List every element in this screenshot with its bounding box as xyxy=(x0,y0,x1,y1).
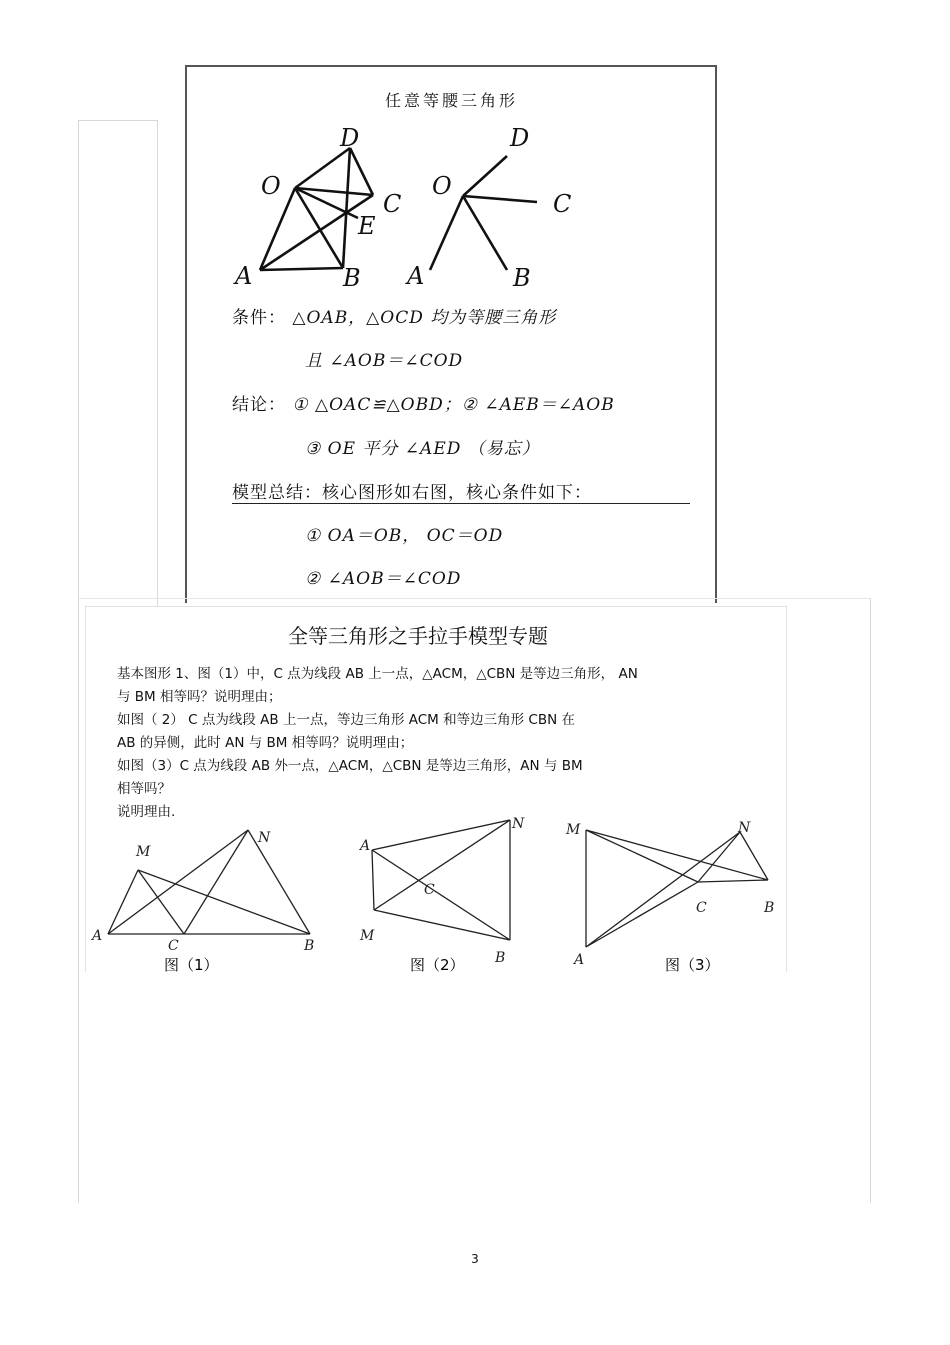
condition-label: 条件： xyxy=(232,308,286,328)
seg-bd xyxy=(343,148,350,268)
problem-line-7: 说明理由. xyxy=(117,804,176,820)
figure-3 xyxy=(560,812,785,977)
fig1-label-b: B xyxy=(304,938,315,954)
page-number: 3 xyxy=(471,1252,479,1266)
top-figures xyxy=(225,120,645,295)
seg-ab xyxy=(260,268,343,270)
problem-line-5: 如图（3）C 点为线段 AB 外一点，△ACM，△CBN 是等边三角形，AN 与 BM xyxy=(117,758,583,774)
fig1-label-a: A xyxy=(92,928,103,944)
condition-line-2: 且 ∠AOB＝∠COD xyxy=(305,351,464,371)
label-a: A xyxy=(235,262,253,290)
fig3-label-n: N xyxy=(738,820,751,836)
problem-line-2: 与 BM 相等吗？说明理由； xyxy=(117,689,282,705)
label-d: D xyxy=(340,124,360,152)
conclusion-label: 结论： xyxy=(232,395,286,415)
condition-line-1 xyxy=(232,303,556,328)
fig2-label-a: A xyxy=(360,838,371,854)
fig1-label-c: C xyxy=(168,938,179,954)
fig2-caption: 图（2） xyxy=(410,956,465,974)
fig1-caption: 图（1） xyxy=(164,956,219,974)
fig3-caption: 图（3） xyxy=(665,956,720,974)
fig3-label-b: B xyxy=(764,900,775,916)
seg-od xyxy=(295,148,350,188)
condition-text: △OAB，△OCD 均为等腰三角形 xyxy=(292,308,557,328)
label-o: O xyxy=(261,172,281,200)
fig3-label-c: C xyxy=(696,900,707,916)
fig1-label-m: M xyxy=(136,844,151,860)
conclusion-line-1 xyxy=(232,390,615,415)
label-e: E xyxy=(358,212,376,240)
core-condition-2: ② ∠AOB＝∠COD xyxy=(305,569,462,589)
problem-line-3: 如图（ 2） C 点为线段 AB 上一点，等边三角形 ACM 和等边三角形 CBN 在 xyxy=(117,712,575,728)
problem-line-6: 相等吗？ xyxy=(117,781,171,797)
problem-line-1: 基本图形 1、图（1）中，C 点为线段 AB 上一点，△ACM，△CBN 是等边三角形， AN xyxy=(117,666,638,682)
label-c: C xyxy=(383,190,402,218)
fig2-label-c: C xyxy=(424,882,435,898)
label-b: B xyxy=(343,264,361,292)
lower-panel-title: 全等三角形之手拉手模型专题 xyxy=(288,624,548,648)
label-c2: C xyxy=(553,190,572,218)
fig2-label-n: N xyxy=(512,816,525,832)
conclusion-line-2: ③ OE 平分 ∠AED （易忘） xyxy=(305,439,540,459)
top-panel-title: 任意等腰三角形 xyxy=(385,91,519,110)
fig1-label-n: N xyxy=(258,830,271,846)
fig2-label-m: M xyxy=(360,928,375,944)
fig2-label-b: B xyxy=(495,950,506,966)
label-b2: B xyxy=(513,264,531,292)
label-a2: A xyxy=(407,262,425,290)
label-d2: D xyxy=(510,124,530,152)
figure-1 xyxy=(88,822,333,982)
model-summary: 模型总结：核心图形如右图，核心条件如下： xyxy=(232,478,690,504)
conclusion-text: ① △OAC≌△OBD；② ∠AEB＝∠AOB xyxy=(292,395,615,415)
core-condition-1: ① OA＝OB， OC＝OD xyxy=(305,526,504,546)
problem-line-4: AB 的异侧，此时 AN 与 BM 相等吗？说明理由； xyxy=(117,735,414,751)
figure-2 xyxy=(352,812,542,977)
seg-dc xyxy=(350,148,373,195)
label-o2: O xyxy=(432,172,452,200)
fig3-label-m: M xyxy=(566,822,581,838)
left-margin-box xyxy=(78,120,158,606)
fig3-label-a: A xyxy=(574,952,585,968)
